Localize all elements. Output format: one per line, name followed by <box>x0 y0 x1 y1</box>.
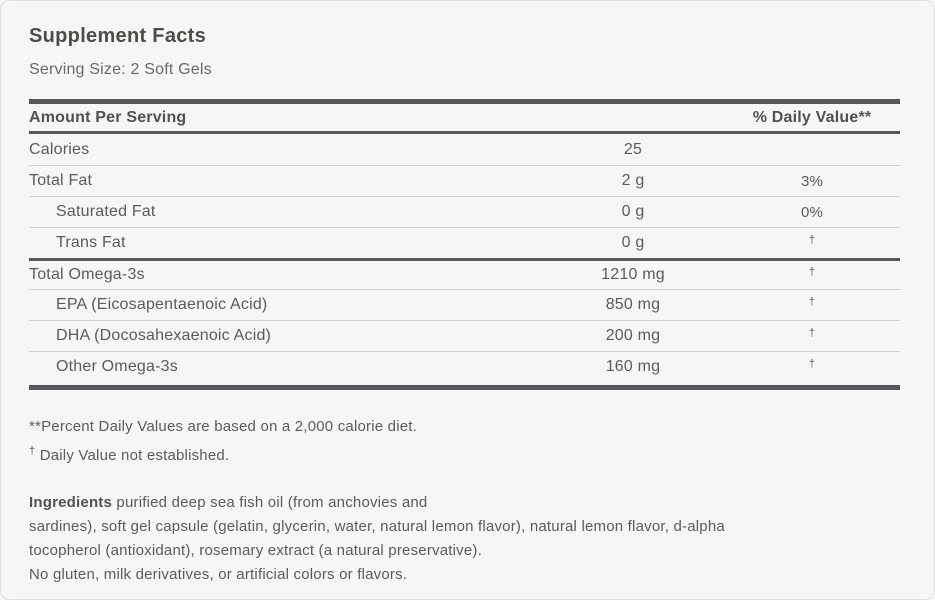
row-label: Trans Fat <box>56 234 126 251</box>
dagger-symbol: † <box>808 265 816 278</box>
serving-size: Serving Size: 2 Soft Gels <box>29 61 212 78</box>
row-label: Calories <box>29 140 90 158</box>
row-label: Other Omega-3s <box>56 358 178 375</box>
row-amount: 25 <box>623 140 643 158</box>
row-amount: 850 mg <box>605 296 661 313</box>
row-daily-value <box>724 358 900 377</box>
table-row <box>29 165 900 196</box>
row-amount: 0 g <box>621 203 645 220</box>
row-daily-value <box>724 266 900 285</box>
row-amount: 160 mg <box>605 358 661 375</box>
supplement-table <box>29 99 900 390</box>
footnote-daily-value-not-established: † Daily Value not established. <box>29 445 230 464</box>
row-label: Total Omega-3s <box>29 266 145 283</box>
row-daily-value: 0% <box>800 203 824 221</box>
table-row <box>29 196 900 227</box>
table-header-row <box>29 104 900 134</box>
allergen-statement: No gluten, milk derivatives, or artificial colors or flavors. <box>29 566 408 583</box>
dagger-symbol: † <box>808 357 816 370</box>
row-daily-value <box>724 296 900 315</box>
row-daily-value <box>724 327 900 346</box>
ingredients-section <box>29 491 900 587</box>
ingredients-text: Ingredients purified deep sea fish oil (from anchovies and sardines), soft gel capsule (gelatin, glycerin, water, natural lemon flavor), natural lemon flavor, d-alpha tocopherol (antioxidant), rosemary extract (a natural preservative). No gluten, milk derivatives, or artificial colors or flavors. <box>29 494 725 583</box>
table-row <box>29 320 900 351</box>
row-label: Total Fat <box>29 172 93 189</box>
row-daily-value: 3% <box>800 172 824 190</box>
ingredients-label: Ingredients <box>29 494 113 511</box>
dagger-symbol: † <box>808 326 816 339</box>
column-header-amount-per-serving: Amount Per Serving <box>29 108 187 126</box>
row-amount: 2 g <box>621 172 645 189</box>
table-row <box>29 134 900 165</box>
row-amount: 0 g <box>621 234 645 251</box>
row-label: EPA (Eicosapentaenoic Acid) <box>56 296 268 313</box>
row-amount: 1210 mg <box>601 266 665 283</box>
dagger-symbol: † <box>808 233 816 246</box>
table-row <box>29 289 900 320</box>
supplement-table-rows <box>29 134 900 382</box>
footnotes <box>29 415 900 468</box>
row-daily-value <box>724 234 900 253</box>
row-amount: 200 mg <box>605 327 661 344</box>
dagger-symbol: † <box>808 295 816 308</box>
page-title: Supplement Facts <box>29 25 207 47</box>
footnote-percent-daily-value: **Percent Daily Values are based on a 2,000 calorie diet. <box>29 418 418 435</box>
row-label: DHA (Docosahexaenoic Acid) <box>56 327 272 344</box>
column-header-daily-value: % Daily Value** <box>752 108 872 126</box>
table-row <box>29 351 900 382</box>
dagger-symbol: † <box>29 445 36 457</box>
table-bottom-divider <box>29 385 900 390</box>
table-row <box>29 258 900 289</box>
table-row <box>29 227 900 258</box>
row-label: Saturated Fat <box>56 203 156 220</box>
supplement-facts-panel <box>1 1 934 587</box>
